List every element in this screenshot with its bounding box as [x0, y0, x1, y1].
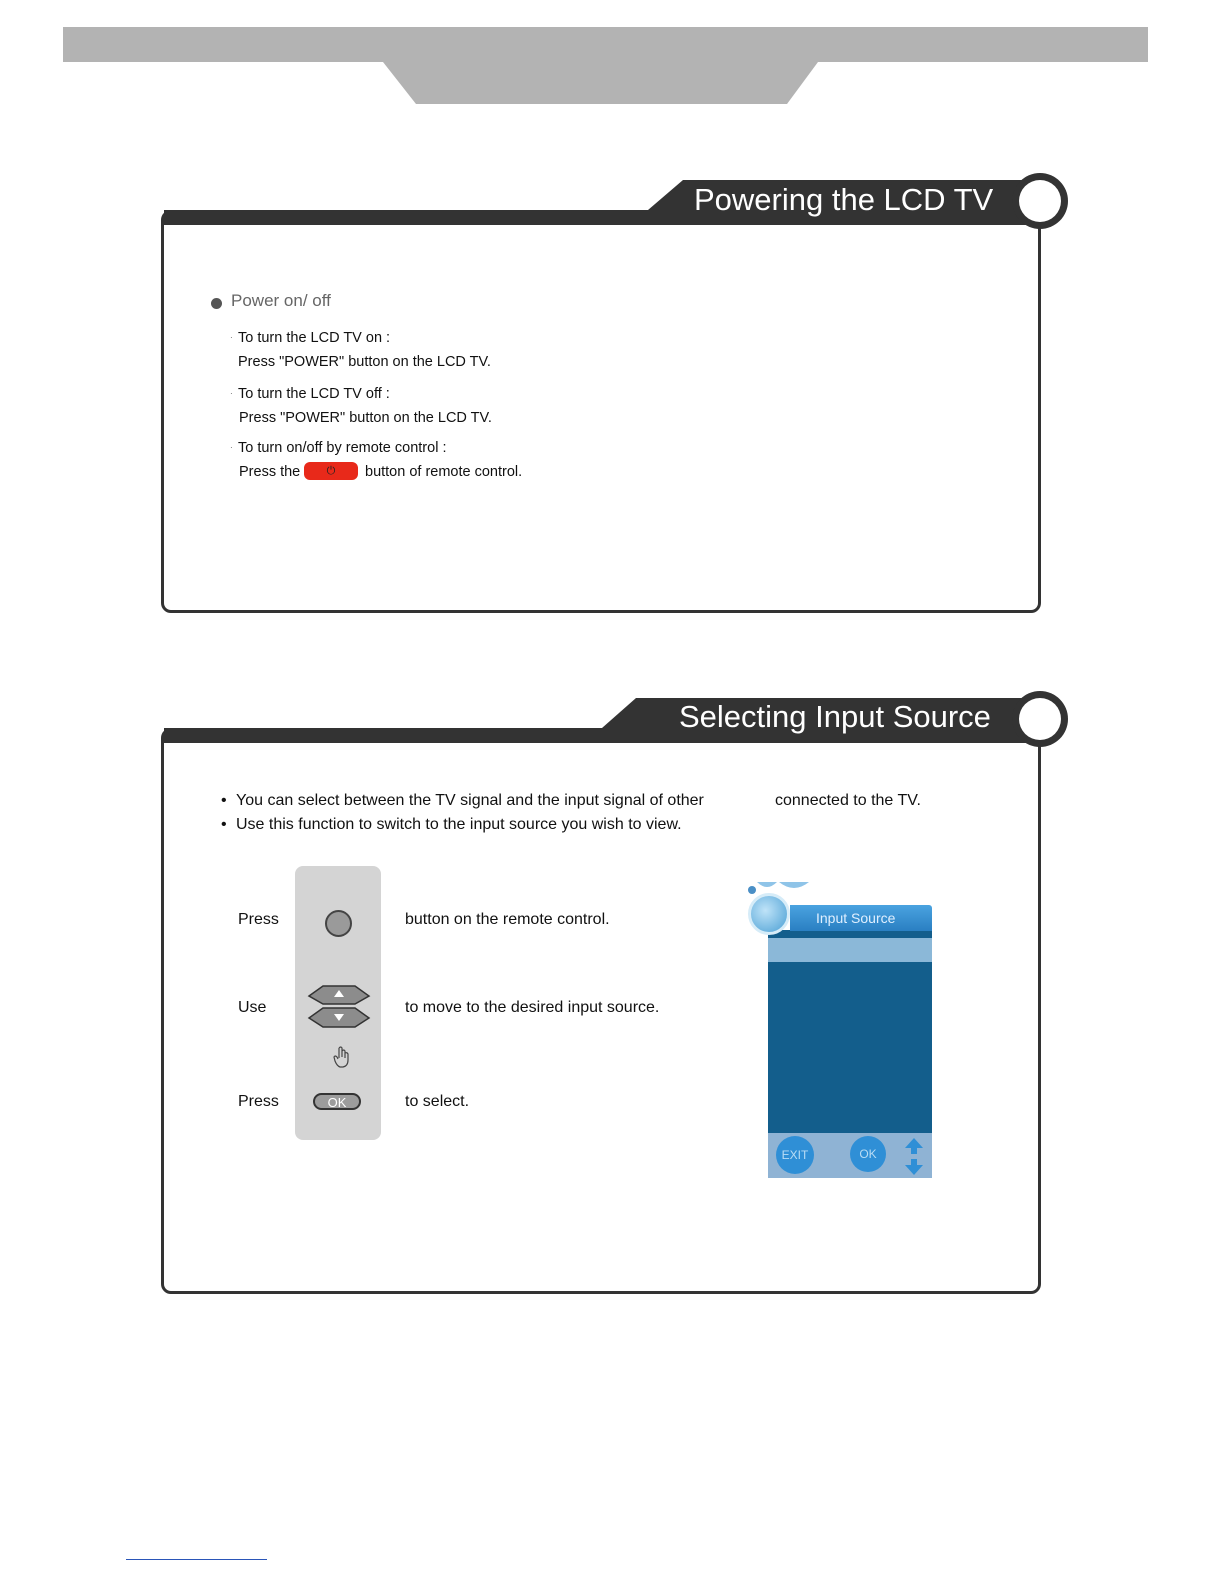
bullet-marker: •: [221, 816, 227, 833]
input-source-section-header: [0, 0, 1224, 760]
power-on-detail: Press "POWER" button on the LCD TV.: [238, 354, 491, 370]
item-marker: ·: [230, 443, 233, 452]
power-subheading: Power on/ off: [231, 291, 331, 310]
section-title-powering: Powering the LCD TV: [694, 182, 994, 217]
osd-title: Input Source: [816, 910, 896, 926]
step-verb-press-ok: Press: [238, 1093, 279, 1110]
hand-pointer-icon: [332, 1045, 352, 1069]
osd-highlight-row: [768, 938, 932, 962]
source-button-icon: [325, 910, 352, 937]
power-on-label: To turn the LCD TV on :: [238, 330, 391, 346]
item-marker: ·: [230, 333, 233, 342]
power-off-label: To turn the LCD TV off :: [238, 386, 390, 402]
input-bullet-1: You can select between the TV signal and the input signal of other: [236, 792, 704, 809]
item-marker: ·: [230, 389, 233, 398]
ok-button-icon: OK: [313, 1093, 361, 1110]
step-description-select: to select.: [405, 1093, 470, 1110]
section-title-input-source: Selecting Input Source: [679, 699, 991, 734]
bullet-marker: •: [221, 792, 227, 809]
step-verb-use: Use: [238, 999, 267, 1016]
footer-line: [126, 1559, 267, 1560]
osd-source-icon: [748, 893, 790, 935]
remote-power-detail-before: Press the: [239, 464, 301, 480]
up-down-arrows-icon: [306, 984, 372, 1030]
power-off-detail: Press "POWER" button on the LCD TV.: [239, 410, 492, 426]
osd-exit-button: EXIT: [776, 1136, 814, 1174]
remote-power-detail-after: button of remote control.: [365, 464, 523, 480]
step-description-use: to move to the desired input source.: [405, 999, 660, 1016]
remote-power-label: To turn on/off by remote control :: [238, 440, 447, 456]
step-verb-press: Press: [238, 911, 279, 928]
input-bullet-2: Use this function to switch to the input source you wish to view.: [236, 816, 682, 833]
osd-up-down-icon: [902, 1137, 926, 1177]
input-bullet-1-continued: connected to the TV.: [775, 792, 921, 809]
remote-power-button-icon: ⏻: [304, 462, 358, 480]
osd-ok-button: OK: [850, 1136, 886, 1172]
step-description-press: button on the remote control.: [405, 911, 610, 928]
